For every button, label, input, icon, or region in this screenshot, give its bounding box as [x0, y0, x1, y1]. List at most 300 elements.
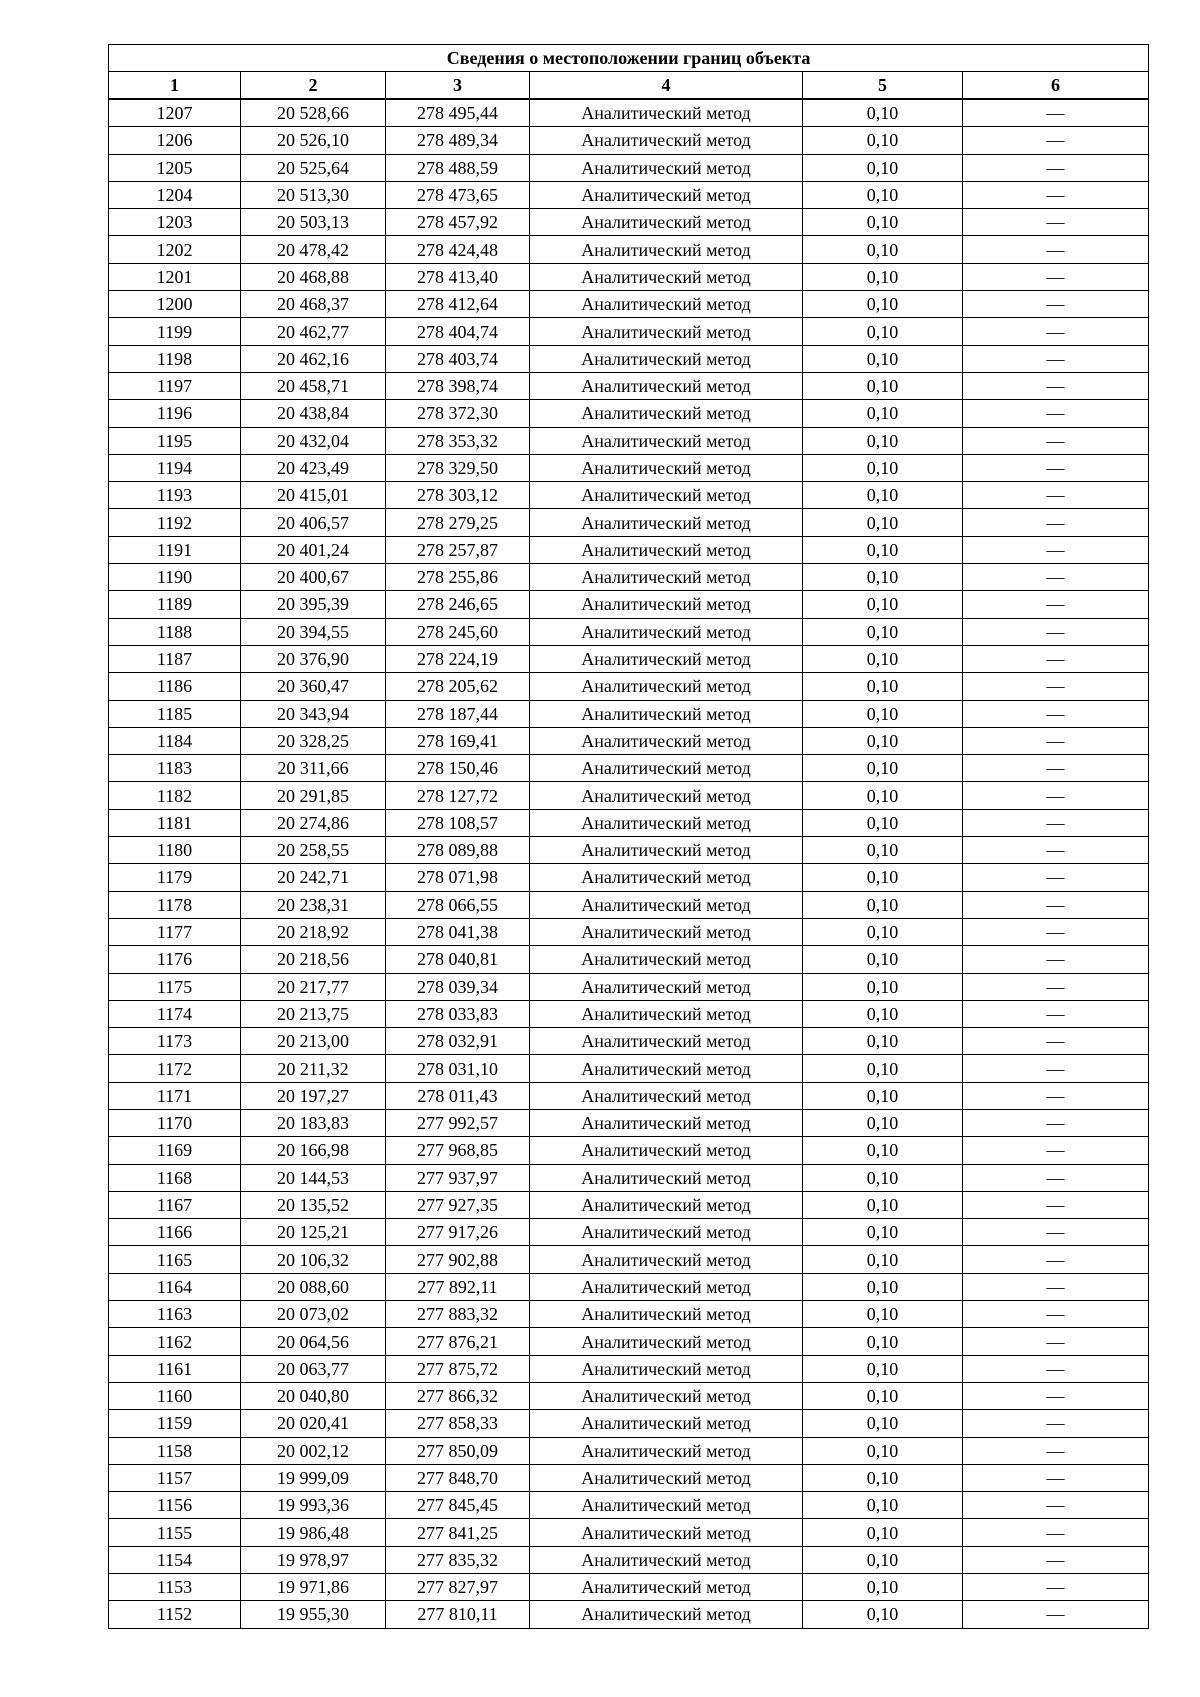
cell-description: — — [963, 536, 1149, 563]
table-body — [109, 99, 1149, 1628]
cell-method: Аналитический метод — [530, 973, 803, 1000]
cell-point-number: 1172 — [109, 1055, 241, 1082]
table-row — [109, 727, 1149, 754]
cell-method: Аналитический метод — [530, 263, 803, 290]
cell-y-coordinate: 278 040,81 — [386, 946, 530, 973]
cell-x-coordinate: 20 166,98 — [241, 1137, 386, 1164]
cell-description: — — [963, 1246, 1149, 1273]
table-row — [109, 1601, 1149, 1628]
cell-description: — — [963, 127, 1149, 154]
cell-accuracy: 0,10 — [803, 809, 963, 836]
cell-x-coordinate: 20 213,00 — [241, 1028, 386, 1055]
cell-y-coordinate: 278 205,62 — [386, 673, 530, 700]
cell-accuracy: 0,10 — [803, 1492, 963, 1519]
cell-x-coordinate: 20 401,24 — [241, 536, 386, 563]
cell-point-number: 1205 — [109, 154, 241, 181]
table-row — [109, 1328, 1149, 1355]
cell-x-coordinate: 19 986,48 — [241, 1519, 386, 1546]
cell-y-coordinate: 278 372,30 — [386, 400, 530, 427]
cell-accuracy: 0,10 — [803, 1137, 963, 1164]
cell-description: — — [963, 1328, 1149, 1355]
cell-accuracy: 0,10 — [803, 1109, 963, 1136]
table-row — [109, 1464, 1149, 1491]
cell-accuracy: 0,10 — [803, 1601, 963, 1628]
table-row — [109, 127, 1149, 154]
cell-x-coordinate: 20 258,55 — [241, 837, 386, 864]
cell-accuracy: 0,10 — [803, 181, 963, 208]
table-row — [109, 809, 1149, 836]
column-number-row — [109, 72, 1149, 100]
cell-x-coordinate: 20 135,52 — [241, 1191, 386, 1218]
table-row — [109, 1410, 1149, 1437]
table-row — [109, 181, 1149, 208]
cell-accuracy: 0,10 — [803, 454, 963, 481]
cell-point-number: 1197 — [109, 372, 241, 399]
cell-description: — — [963, 482, 1149, 509]
cell-x-coordinate: 20 423,49 — [241, 454, 386, 481]
cell-accuracy: 0,10 — [803, 1355, 963, 1382]
cell-y-coordinate: 277 892,11 — [386, 1273, 530, 1300]
cell-description: — — [963, 700, 1149, 727]
cell-accuracy: 0,10 — [803, 1219, 963, 1246]
cell-x-coordinate: 20 211,32 — [241, 1055, 386, 1082]
table-row — [109, 1164, 1149, 1191]
cell-method: Аналитический метод — [530, 1355, 803, 1382]
cell-x-coordinate: 20 274,86 — [241, 809, 386, 836]
cell-y-coordinate: 278 279,25 — [386, 509, 530, 536]
cell-accuracy: 0,10 — [803, 755, 963, 782]
cell-point-number: 1154 — [109, 1546, 241, 1573]
cell-accuracy: 0,10 — [803, 209, 963, 236]
cell-y-coordinate: 278 245,60 — [386, 618, 530, 645]
boundary-sheet — [108, 44, 1148, 1629]
cell-x-coordinate: 20 468,37 — [241, 291, 386, 318]
cell-x-coordinate: 20 376,90 — [241, 645, 386, 672]
cell-method: Аналитический метод — [530, 1273, 803, 1300]
cell-accuracy: 0,10 — [803, 1246, 963, 1273]
cell-x-coordinate: 20 462,16 — [241, 345, 386, 372]
cell-point-number: 1192 — [109, 509, 241, 536]
cell-description: — — [963, 291, 1149, 318]
cell-point-number: 1152 — [109, 1601, 241, 1628]
cell-point-number: 1191 — [109, 536, 241, 563]
table-row — [109, 509, 1149, 536]
cell-point-number: 1166 — [109, 1219, 241, 1246]
cell-x-coordinate: 20 144,53 — [241, 1164, 386, 1191]
cell-accuracy: 0,10 — [803, 509, 963, 536]
cell-description: — — [963, 372, 1149, 399]
column-header-1: 1 — [109, 72, 241, 100]
cell-y-coordinate: 278 246,65 — [386, 591, 530, 618]
cell-y-coordinate: 277 810,11 — [386, 1601, 530, 1628]
boundary-table — [108, 44, 1149, 1629]
cell-point-number: 1158 — [109, 1437, 241, 1464]
cell-description: — — [963, 1574, 1149, 1601]
cell-description: — — [963, 427, 1149, 454]
cell-y-coordinate: 278 424,48 — [386, 236, 530, 263]
cell-method: Аналитический метод — [530, 1028, 803, 1055]
cell-y-coordinate: 277 883,32 — [386, 1301, 530, 1328]
cell-x-coordinate: 20 088,60 — [241, 1273, 386, 1300]
cell-x-coordinate: 20 020,41 — [241, 1410, 386, 1437]
table-header — [109, 45, 1149, 100]
cell-y-coordinate: 277 827,97 — [386, 1574, 530, 1601]
cell-x-coordinate: 20 218,56 — [241, 946, 386, 973]
cell-point-number: 1178 — [109, 891, 241, 918]
cell-accuracy: 0,10 — [803, 1028, 963, 1055]
cell-x-coordinate: 19 971,86 — [241, 1574, 386, 1601]
cell-description: — — [963, 1219, 1149, 1246]
cell-x-coordinate: 20 291,85 — [241, 782, 386, 809]
cell-method: Аналитический метод — [530, 727, 803, 754]
cell-description: — — [963, 263, 1149, 290]
cell-description: — — [963, 1410, 1149, 1437]
cell-description: — — [963, 1601, 1149, 1628]
cell-y-coordinate: 278 169,41 — [386, 727, 530, 754]
cell-y-coordinate: 278 257,87 — [386, 536, 530, 563]
cell-y-coordinate: 278 457,92 — [386, 209, 530, 236]
table-title: Сведения о местоположении границ объекта — [109, 45, 1149, 72]
table-row — [109, 782, 1149, 809]
cell-accuracy: 0,10 — [803, 1437, 963, 1464]
cell-point-number: 1177 — [109, 918, 241, 945]
cell-accuracy: 0,10 — [803, 727, 963, 754]
cell-y-coordinate: 277 927,35 — [386, 1191, 530, 1218]
table-row — [109, 946, 1149, 973]
cell-y-coordinate: 277 968,85 — [386, 1137, 530, 1164]
table-row — [109, 1382, 1149, 1409]
cell-y-coordinate: 277 917,26 — [386, 1219, 530, 1246]
cell-x-coordinate: 20 462,77 — [241, 318, 386, 345]
cell-accuracy: 0,10 — [803, 1464, 963, 1491]
cell-point-number: 1203 — [109, 209, 241, 236]
cell-description: — — [963, 837, 1149, 864]
cell-accuracy: 0,10 — [803, 536, 963, 563]
cell-x-coordinate: 20 432,04 — [241, 427, 386, 454]
cell-y-coordinate: 278 404,74 — [386, 318, 530, 345]
cell-description: — — [963, 591, 1149, 618]
cell-y-coordinate: 277 848,70 — [386, 1464, 530, 1491]
cell-point-number: 1153 — [109, 1574, 241, 1601]
cell-method: Аналитический метод — [530, 345, 803, 372]
cell-y-coordinate: 278 412,64 — [386, 291, 530, 318]
cell-point-number: 1182 — [109, 782, 241, 809]
cell-x-coordinate: 20 528,66 — [241, 99, 386, 127]
cell-x-coordinate: 20 073,02 — [241, 1301, 386, 1328]
table-row — [109, 209, 1149, 236]
table-row — [109, 236, 1149, 263]
cell-accuracy: 0,10 — [803, 372, 963, 399]
cell-point-number: 1170 — [109, 1109, 241, 1136]
cell-x-coordinate: 20 478,42 — [241, 236, 386, 263]
cell-y-coordinate: 277 875,72 — [386, 1355, 530, 1382]
table-row — [109, 837, 1149, 864]
table-row — [109, 564, 1149, 591]
table-row — [109, 291, 1149, 318]
cell-method: Аналитический метод — [530, 1519, 803, 1546]
cell-x-coordinate: 20 360,47 — [241, 673, 386, 700]
cell-method: Аналитический метод — [530, 700, 803, 727]
cell-description: — — [963, 1519, 1149, 1546]
cell-point-number: 1160 — [109, 1382, 241, 1409]
cell-accuracy: 0,10 — [803, 1164, 963, 1191]
cell-method: Аналитический метод — [530, 536, 803, 563]
cell-description: — — [963, 236, 1149, 263]
cell-description: — — [963, 755, 1149, 782]
cell-y-coordinate: 277 845,45 — [386, 1492, 530, 1519]
table-row — [109, 973, 1149, 1000]
cell-description: — — [963, 1137, 1149, 1164]
cell-method: Аналитический метод — [530, 154, 803, 181]
cell-x-coordinate: 20 125,21 — [241, 1219, 386, 1246]
cell-x-coordinate: 20 213,75 — [241, 1000, 386, 1027]
table-row — [109, 864, 1149, 891]
table-row — [109, 482, 1149, 509]
cell-x-coordinate: 20 400,67 — [241, 564, 386, 591]
table-row — [109, 318, 1149, 345]
cell-y-coordinate: 278 150,46 — [386, 755, 530, 782]
cell-description: — — [963, 564, 1149, 591]
cell-y-coordinate: 278 031,10 — [386, 1055, 530, 1082]
cell-point-number: 1198 — [109, 345, 241, 372]
cell-method: Аналитический метод — [530, 454, 803, 481]
table-row — [109, 673, 1149, 700]
cell-x-coordinate: 20 406,57 — [241, 509, 386, 536]
table-row — [109, 1000, 1149, 1027]
cell-description: — — [963, 1109, 1149, 1136]
cell-method: Аналитический метод — [530, 1546, 803, 1573]
cell-method: Аналитический метод — [530, 1137, 803, 1164]
cell-description: — — [963, 1028, 1149, 1055]
table-row — [109, 345, 1149, 372]
table-row — [109, 918, 1149, 945]
table-row — [109, 1273, 1149, 1300]
cell-method: Аналитический метод — [530, 618, 803, 645]
cell-description: — — [963, 1055, 1149, 1082]
cell-method: Аналитический метод — [530, 1382, 803, 1409]
table-row — [109, 1246, 1149, 1273]
cell-x-coordinate: 20 238,31 — [241, 891, 386, 918]
cell-method: Аналитический метод — [530, 782, 803, 809]
cell-method: Аналитический метод — [530, 1109, 803, 1136]
cell-point-number: 1162 — [109, 1328, 241, 1355]
cell-description: — — [963, 209, 1149, 236]
cell-x-coordinate: 20 415,01 — [241, 482, 386, 509]
cell-y-coordinate: 278 039,34 — [386, 973, 530, 1000]
cell-x-coordinate: 20 513,30 — [241, 181, 386, 208]
cell-y-coordinate: 277 850,09 — [386, 1437, 530, 1464]
cell-point-number: 1169 — [109, 1137, 241, 1164]
cell-y-coordinate: 277 858,33 — [386, 1410, 530, 1437]
cell-x-coordinate: 20 394,55 — [241, 618, 386, 645]
cell-x-coordinate: 20 503,13 — [241, 209, 386, 236]
cell-y-coordinate: 278 398,74 — [386, 372, 530, 399]
cell-accuracy: 0,10 — [803, 318, 963, 345]
cell-accuracy: 0,10 — [803, 591, 963, 618]
cell-y-coordinate: 278 473,65 — [386, 181, 530, 208]
cell-description: — — [963, 1000, 1149, 1027]
cell-method: Аналитический метод — [530, 372, 803, 399]
cell-accuracy: 0,10 — [803, 1000, 963, 1027]
cell-point-number: 1196 — [109, 400, 241, 427]
cell-x-coordinate: 20 328,25 — [241, 727, 386, 754]
column-header-4: 4 — [530, 72, 803, 100]
cell-method: Аналитический метод — [530, 1437, 803, 1464]
cell-point-number: 1195 — [109, 427, 241, 454]
cell-method: Аналитический метод — [530, 564, 803, 591]
cell-x-coordinate: 20 242,71 — [241, 864, 386, 891]
cell-method: Аналитический метод — [530, 1082, 803, 1109]
cell-method: Аналитический метод — [530, 1574, 803, 1601]
cell-method: Аналитический метод — [530, 427, 803, 454]
cell-y-coordinate: 277 902,88 — [386, 1246, 530, 1273]
cell-x-coordinate: 20 064,56 — [241, 1328, 386, 1355]
cell-x-coordinate: 20 468,88 — [241, 263, 386, 290]
cell-method: Аналитический метод — [530, 1601, 803, 1628]
cell-point-number: 1189 — [109, 591, 241, 618]
cell-description: — — [963, 864, 1149, 891]
table-row — [109, 536, 1149, 563]
cell-description: — — [963, 345, 1149, 372]
cell-description: — — [963, 509, 1149, 536]
cell-point-number: 1200 — [109, 291, 241, 318]
table-row — [109, 1137, 1149, 1164]
cell-method: Аналитический метод — [530, 236, 803, 263]
cell-accuracy: 0,10 — [803, 946, 963, 973]
cell-accuracy: 0,10 — [803, 1519, 963, 1546]
cell-accuracy: 0,10 — [803, 645, 963, 672]
cell-point-number: 1181 — [109, 809, 241, 836]
cell-y-coordinate: 278 495,44 — [386, 99, 530, 127]
cell-point-number: 1157 — [109, 1464, 241, 1491]
cell-point-number: 1185 — [109, 700, 241, 727]
cell-accuracy: 0,10 — [803, 918, 963, 945]
cell-description: — — [963, 1164, 1149, 1191]
cell-accuracy: 0,10 — [803, 700, 963, 727]
cell-x-coordinate: 19 993,36 — [241, 1492, 386, 1519]
cell-accuracy: 0,10 — [803, 427, 963, 454]
cell-method: Аналитический метод — [530, 1464, 803, 1491]
cell-y-coordinate: 277 937,97 — [386, 1164, 530, 1191]
cell-y-coordinate: 278 041,38 — [386, 918, 530, 945]
cell-point-number: 1193 — [109, 482, 241, 509]
cell-accuracy: 0,10 — [803, 482, 963, 509]
cell-point-number: 1168 — [109, 1164, 241, 1191]
cell-method: Аналитический метод — [530, 99, 803, 127]
cell-x-coordinate: 20 311,66 — [241, 755, 386, 782]
cell-method: Аналитический метод — [530, 127, 803, 154]
cell-point-number: 1176 — [109, 946, 241, 973]
column-header-5: 5 — [803, 72, 963, 100]
cell-y-coordinate: 278 033,83 — [386, 1000, 530, 1027]
table-row — [109, 700, 1149, 727]
cell-y-coordinate: 277 841,25 — [386, 1519, 530, 1546]
cell-description: — — [963, 1464, 1149, 1491]
cell-method: Аналитический метод — [530, 318, 803, 345]
cell-x-coordinate: 20 106,32 — [241, 1246, 386, 1273]
cell-x-coordinate: 20 217,77 — [241, 973, 386, 1000]
cell-x-coordinate: 20 458,71 — [241, 372, 386, 399]
cell-method: Аналитический метод — [530, 400, 803, 427]
cell-accuracy: 0,10 — [803, 1574, 963, 1601]
cell-description: — — [963, 99, 1149, 127]
cell-accuracy: 0,10 — [803, 782, 963, 809]
cell-point-number: 1164 — [109, 1273, 241, 1300]
cell-point-number: 1155 — [109, 1519, 241, 1546]
cell-method: Аналитический метод — [530, 509, 803, 536]
cell-description: — — [963, 1382, 1149, 1409]
cell-description: — — [963, 973, 1149, 1000]
cell-accuracy: 0,10 — [803, 127, 963, 154]
cell-method: Аналитический метод — [530, 291, 803, 318]
cell-description: — — [963, 1273, 1149, 1300]
cell-description: — — [963, 454, 1149, 481]
cell-point-number: 1201 — [109, 263, 241, 290]
cell-description: — — [963, 1301, 1149, 1328]
cell-method: Аналитический метод — [530, 482, 803, 509]
cell-x-coordinate: 20 040,80 — [241, 1382, 386, 1409]
cell-point-number: 1194 — [109, 454, 241, 481]
cell-method: Аналитический метод — [530, 1246, 803, 1273]
table-row — [109, 1519, 1149, 1546]
cell-method: Аналитический метод — [530, 946, 803, 973]
cell-description: — — [963, 645, 1149, 672]
table-row — [109, 1082, 1149, 1109]
table-row — [109, 645, 1149, 672]
cell-method: Аналитический метод — [530, 755, 803, 782]
table-row — [109, 891, 1149, 918]
cell-method: Аналитический метод — [530, 1000, 803, 1027]
cell-y-coordinate: 277 876,21 — [386, 1328, 530, 1355]
cell-accuracy: 0,10 — [803, 837, 963, 864]
cell-accuracy: 0,10 — [803, 1546, 963, 1573]
cell-accuracy: 0,10 — [803, 345, 963, 372]
cell-description: — — [963, 618, 1149, 645]
cell-method: Аналитический метод — [530, 864, 803, 891]
cell-method: Аналитический метод — [530, 673, 803, 700]
cell-method: Аналитический метод — [530, 1191, 803, 1218]
cell-x-coordinate: 20 063,77 — [241, 1355, 386, 1382]
cell-accuracy: 0,10 — [803, 1410, 963, 1437]
cell-point-number: 1199 — [109, 318, 241, 345]
cell-method: Аналитический метод — [530, 1492, 803, 1519]
column-header-6: 6 — [963, 72, 1149, 100]
table-row — [109, 99, 1149, 127]
cell-point-number: 1183 — [109, 755, 241, 782]
cell-method: Аналитический метод — [530, 837, 803, 864]
cell-description: — — [963, 1191, 1149, 1218]
cell-accuracy: 0,10 — [803, 673, 963, 700]
cell-accuracy: 0,10 — [803, 618, 963, 645]
cell-method: Аналитический метод — [530, 1301, 803, 1328]
cell-x-coordinate: 20 438,84 — [241, 400, 386, 427]
cell-point-number: 1156 — [109, 1492, 241, 1519]
cell-x-coordinate: 20 525,64 — [241, 154, 386, 181]
table-row — [109, 1301, 1149, 1328]
table-row — [109, 1191, 1149, 1218]
cell-accuracy: 0,10 — [803, 1082, 963, 1109]
cell-point-number: 1188 — [109, 618, 241, 645]
cell-accuracy: 0,10 — [803, 400, 963, 427]
cell-method: Аналитический метод — [530, 1164, 803, 1191]
cell-y-coordinate: 278 108,57 — [386, 809, 530, 836]
cell-method: Аналитический метод — [530, 809, 803, 836]
cell-description: — — [963, 727, 1149, 754]
cell-description: — — [963, 809, 1149, 836]
cell-method: Аналитический метод — [530, 918, 803, 945]
table-row — [109, 1355, 1149, 1382]
table-row — [109, 427, 1149, 454]
